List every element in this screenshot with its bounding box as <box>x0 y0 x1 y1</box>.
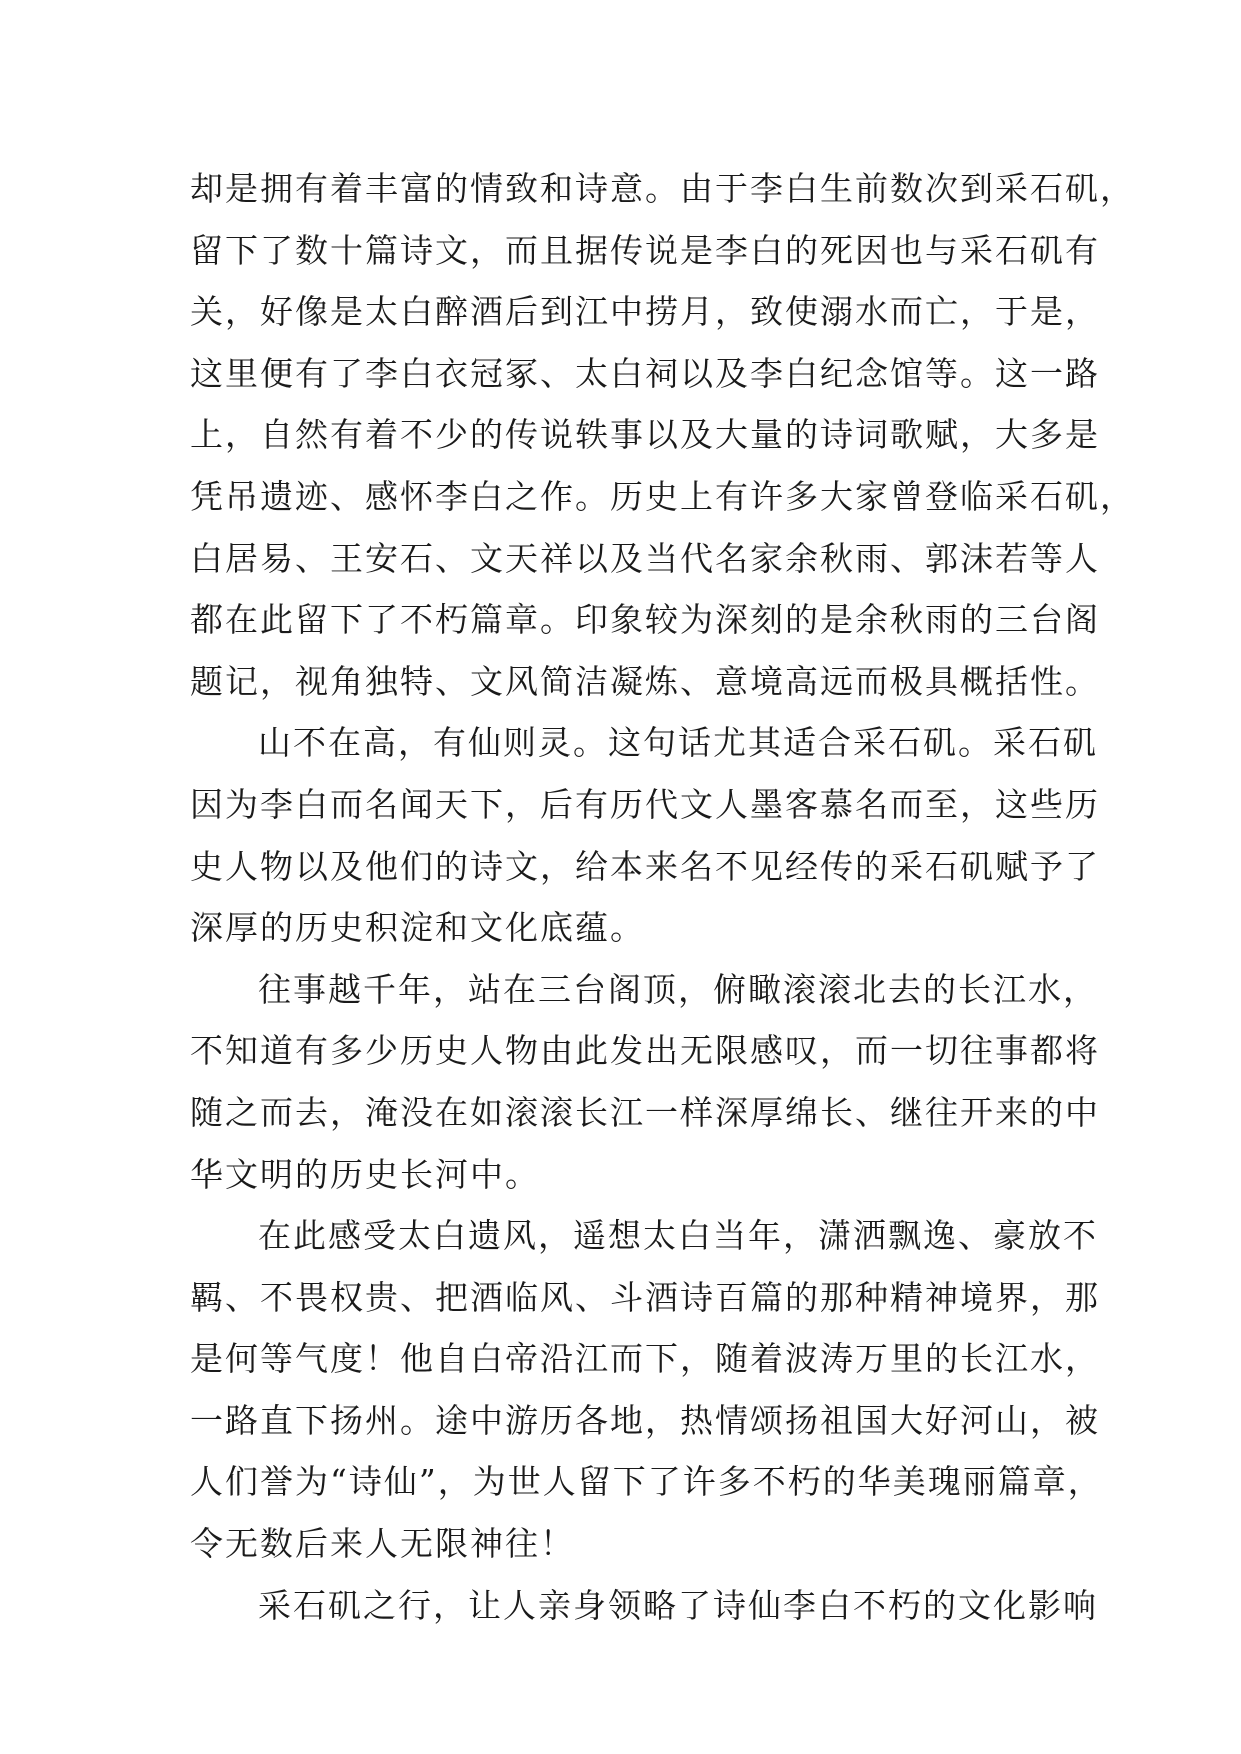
paragraph-2 <box>190 712 1100 958</box>
text-line: 这里便有了李白衣冠冢、太白祠以及李白纪念馆等。这一路 <box>190 353 1100 393</box>
text-line: 令无数后来人无限神往！ <box>190 1524 575 1564</box>
text-line: 深厚的历史积淀和文化底蕴。 <box>190 908 645 948</box>
text-line: 关，好像是太白醉酒后到江中捞月，致使溺水而亡，于是， <box>190 292 1100 332</box>
text-line: 因为李白而名闻天下，后有历代文人墨客慕名而至，这些历 <box>190 784 1100 824</box>
text-line: 史人物以及他们的诗文，给本来名不见经传的采石矶赋予了 <box>190 846 1100 886</box>
text-line: 都在此留下了不朽篇章。印象较为深刻的是余秋雨的三台阁 <box>190 600 1100 640</box>
text-line: 采石矶之行，让人亲身领略了诗仙李白不朽的文化影响 <box>258 1585 1098 1625</box>
document-body <box>190 158 1135 1636</box>
text-line: 凭吊遗迹、感怀李白之作。历史上有许多大家曾登临采石矶， <box>190 476 1135 516</box>
paragraph-4 <box>190 1205 1103 1575</box>
text-line: 上，自然有着不少的传说轶事以及大量的诗词歌赋，大多是 <box>190 415 1100 455</box>
text-line: 一路直下扬州。途中游历各地，热情颂扬祖国大好河山，被 <box>190 1400 1100 1440</box>
paragraph-3 <box>190 959 1100 1205</box>
text-line: 往事越千年，站在三台阁顶，俯瞰滚滚北去的长江水， <box>258 969 1098 1009</box>
text-line: 山不在高，有仙则灵。这句话尤其适合采石矶。采石矶 <box>258 723 1098 763</box>
text-line: 不知道有多少历史人物由此发出无限感叹，而一切往事都将 <box>190 1031 1100 1071</box>
paragraph-5 <box>190 1575 1098 1637</box>
text-line: 白居易、王安石、文天祥以及当代名家余秋雨、郭沫若等人 <box>190 538 1100 578</box>
text-line: 却是拥有着丰富的情致和诗意。由于李白生前数次到采石矶， <box>190 169 1135 208</box>
text-line: 羁、不畏权贵、把酒临风、斗酒诗百篇的那种精神境界，那 <box>190 1277 1100 1317</box>
text-line: 留下了数十篇诗文，而且据传说是李白的死因也与采石矶有 <box>190 230 1100 270</box>
text-line: 随之而去，淹没在如滚滚长江一样深厚绵长、继往开来的中 <box>190 1092 1100 1132</box>
paragraph-1 <box>190 158 1135 712</box>
text-line: 是何等气度！他自白帝沿江而下，随着波涛万里的长江水， <box>190 1339 1100 1379</box>
text-line: 在此感受太白遗风，遥想太白当年，潇洒飘逸、豪放不 <box>258 1216 1098 1256</box>
text-line: 题记，视角独特、文风简洁凝炼、意境高远而极具概括性。 <box>190 661 1100 701</box>
text-line: 人们誉为“诗仙”，为世人留下了许多不朽的华美瑰丽篇章， <box>190 1462 1103 1502</box>
text-line: 华文明的历史长河中。 <box>190 1154 540 1194</box>
